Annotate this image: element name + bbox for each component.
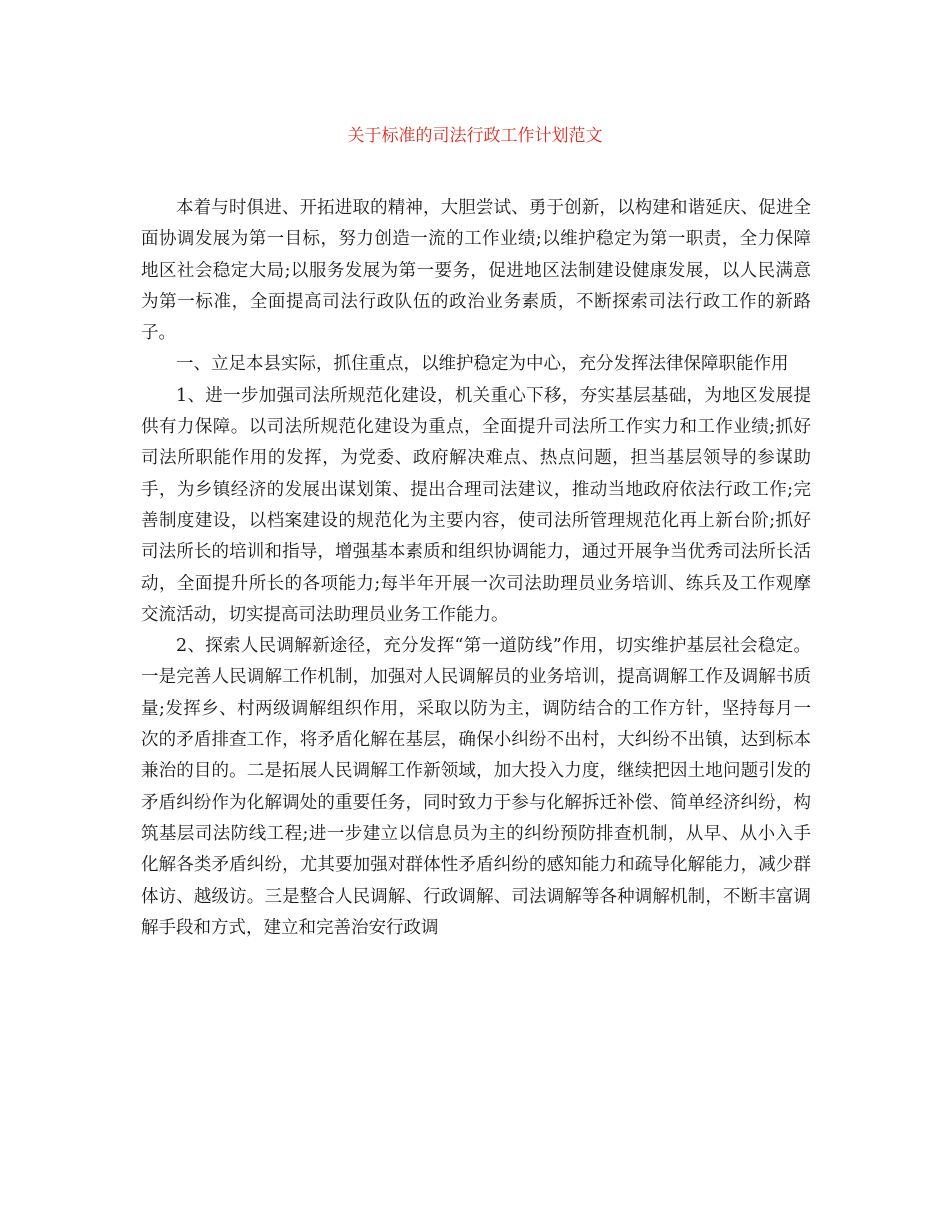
paragraph-section-heading: 一、立足本县实际，抓住重点，以维护稳定为中心，充分发挥法律保障职能作用 bbox=[176, 354, 789, 375]
document-title: 关于标准的司法行政工作计划范文 bbox=[347, 126, 603, 146]
document-body bbox=[141, 193, 811, 944]
paragraph-intro: 本着与时俱进、开拓进取的精神，大胆尝试、勇于创新，以构建和谐延庆、促进全面协调发展为第一目标，努力创造一流的工作业绩;以维护稳定为第一职责，全力保障地区社会稳定大局;以服务发展为第一要务，促进地区法制建设健康发展，以人民满意为第一标准，全面提高司法行政队伍的政治业务素质，不断探索司法行政工作的新路子。 bbox=[141, 198, 811, 344]
paragraph-item-2: 2、探索人民调解新途径，充分发挥“第一道防线”作用，切实维护基层社会稳定。一是完善人民调解工作机制，加强对人民调解员的业务培训，提高调解工作及调解书质量;发挥乡、村两级调解组织作用，采取以防为主，调防结合的工作方针，坚持每月一次的矛盾排查工作，将矛盾化解在基层，确保小纠纷不出村，大纠纷不出镇，达到标本兼治的目的。二是拓展人民调解工作新领域，加大投入力度，继续把因土地问题引发的矛盾纠纷作为化解调处的重要任务，同时致力于参与化解拆迁补偿、简单经济纠纷，构筑基层司法防线工程;进一步建立以信息员为主的纠纷预防排查机制，从早、从小入手化解各类矛盾纠纷，尤其要加强对群体性矛盾纠纷的感知能力和疏导化解能力，减少群体访、越级访。三是整合人民调解、行政调解、司法调解等各种调解机制，不断丰富调解手段和方式，建立和完善治安行政调 bbox=[141, 636, 811, 938]
paragraph-item-1: 1、进一步加强司法所规范化建设，机关重心下移，夯实基层基础，为地区发展提供有力保障。以司法所规范化建设为重点，全面提升司法所工作实力和工作业绩;抓好司法所职能作用的发挥，为党委、政府解决难点、热点问题，担当基层领导的参谋助手，为乡镇经济的发展出谋划策、提出合理司法建议，推动当地政府依法行政工作;完善制度建设，以档案建设的规范化为主要内容，使司法所管理规范化再上新台阶;抓好司法所长的培训和指导，增强基本素质和组织协调能力，通过开展争当优秀司法所长活动，全面提升所长的各项能力;每半年开展一次司法助理员业务培训、练兵及工作观摩交流活动，切实提高司法助理员业务工作能力。 bbox=[141, 385, 811, 625]
